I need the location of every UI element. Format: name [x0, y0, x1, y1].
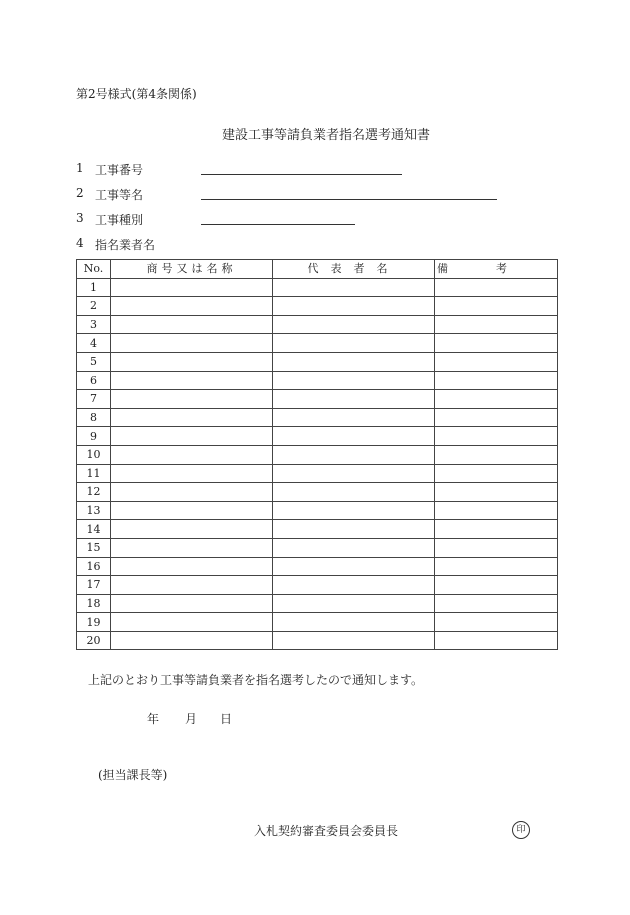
remarks-cell[interactable] [435, 408, 558, 427]
company-name-cell[interactable] [111, 576, 273, 595]
company-name-cell[interactable] [111, 371, 273, 390]
form-number: 第2号様式(第4条関係) [76, 87, 197, 101]
row-number: 17 [77, 576, 111, 595]
remarks-cell[interactable] [435, 445, 558, 464]
representative-cell[interactable] [273, 631, 435, 650]
row-number: 2 [77, 297, 111, 316]
table-row [77, 501, 558, 520]
notice-text: 上記のとおり工事等請負業者を指名選考したので通知します。 [88, 673, 424, 687]
row-number: 5 [77, 352, 111, 371]
representative-cell[interactable] [273, 594, 435, 613]
header-company-name: 商号又は名称 [111, 260, 273, 279]
field-input-line[interactable] [201, 199, 497, 200]
row-number: 16 [77, 557, 111, 576]
date-day: 日 [220, 712, 233, 726]
table-row [77, 334, 558, 353]
header-no: No. [77, 260, 111, 279]
company-name-cell[interactable] [111, 631, 273, 650]
field-label: 指名業者名 [95, 238, 156, 252]
field-number: 4 [76, 236, 84, 250]
company-name-cell[interactable] [111, 464, 273, 483]
row-number: 8 [77, 408, 111, 427]
row-number: 15 [77, 538, 111, 557]
remarks-cell[interactable] [435, 576, 558, 595]
representative-cell[interactable] [273, 297, 435, 316]
remarks-cell[interactable] [435, 613, 558, 632]
remarks-cell[interactable] [435, 334, 558, 353]
row-number: 14 [77, 520, 111, 539]
table-row [77, 594, 558, 613]
field-input-line[interactable] [201, 224, 355, 225]
company-name-cell[interactable] [111, 408, 273, 427]
company-name-cell[interactable] [111, 538, 273, 557]
document-title: 建設工事等請負業者指名選考通知書 [222, 128, 431, 143]
representative-cell[interactable] [273, 576, 435, 595]
table-row [77, 557, 558, 576]
table-row [77, 538, 558, 557]
representative-cell[interactable] [273, 352, 435, 371]
table-row [77, 520, 558, 539]
representative-cell[interactable] [273, 278, 435, 297]
company-name-cell[interactable] [111, 557, 273, 576]
table-row [77, 613, 558, 632]
field-label: 工事種別 [95, 213, 144, 227]
company-name-cell[interactable] [111, 390, 273, 409]
remarks-cell[interactable] [435, 631, 558, 650]
representative-cell[interactable] [273, 390, 435, 409]
table-row [77, 631, 558, 650]
company-name-cell[interactable] [111, 334, 273, 353]
row-number: 10 [77, 445, 111, 464]
remarks-cell[interactable] [435, 427, 558, 446]
contact-person: (担当課長等) [98, 768, 168, 782]
row-number: 12 [77, 483, 111, 502]
row-number: 1 [77, 278, 111, 297]
field-number: 1 [76, 161, 84, 175]
table-row [77, 390, 558, 409]
table-row [77, 408, 558, 427]
row-number: 7 [77, 390, 111, 409]
table-row [77, 464, 558, 483]
representative-cell[interactable] [273, 371, 435, 390]
table-row [77, 371, 558, 390]
remarks-cell[interactable] [435, 371, 558, 390]
representative-cell[interactable] [273, 315, 435, 334]
row-number: 20 [77, 631, 111, 650]
representative-cell[interactable] [273, 427, 435, 446]
date-month: 月 [185, 712, 198, 726]
company-name-cell[interactable] [111, 501, 273, 520]
remarks-cell[interactable] [435, 464, 558, 483]
row-number: 13 [77, 501, 111, 520]
representative-cell[interactable] [273, 501, 435, 520]
remarks-cell[interactable] [435, 352, 558, 371]
company-name-cell[interactable] [111, 594, 273, 613]
row-number: 9 [77, 427, 111, 446]
table-row [77, 352, 558, 371]
remarks-cell[interactable] [435, 538, 558, 557]
representative-cell[interactable] [273, 464, 435, 483]
representative-cell[interactable] [273, 334, 435, 353]
signatory-title: 入札契約審査委員会委員長 [254, 824, 399, 838]
company-name-cell[interactable] [111, 297, 273, 316]
header-representative: 代表者名 [273, 260, 435, 279]
remarks-cell[interactable] [435, 520, 558, 539]
header-remarks: 備考 [435, 260, 558, 279]
remarks-cell[interactable] [435, 483, 558, 502]
representative-cell[interactable] [273, 557, 435, 576]
field-number: 3 [76, 211, 84, 225]
field-input-line[interactable] [201, 174, 402, 175]
company-name-cell[interactable] [111, 445, 273, 464]
row-number: 3 [77, 315, 111, 334]
date-year: 年 [147, 712, 160, 726]
remarks-cell[interactable] [435, 278, 558, 297]
table-row [77, 297, 558, 316]
remarks-cell[interactable] [435, 390, 558, 409]
row-number: 6 [77, 371, 111, 390]
company-name-cell[interactable] [111, 483, 273, 502]
representative-cell[interactable] [273, 520, 435, 539]
representative-cell[interactable] [273, 445, 435, 464]
field-label: 工事等名 [95, 188, 144, 202]
remarks-cell[interactable] [435, 315, 558, 334]
contractor-table [76, 259, 558, 650]
table-row [77, 427, 558, 446]
row-number: 19 [77, 613, 111, 632]
table-row [77, 576, 558, 595]
representative-cell[interactable] [273, 408, 435, 427]
company-name-cell[interactable] [111, 427, 273, 446]
remarks-cell[interactable] [435, 594, 558, 613]
seal-mark: 印 [512, 821, 530, 839]
representative-cell[interactable] [273, 483, 435, 502]
remarks-cell[interactable] [435, 557, 558, 576]
company-name-cell[interactable] [111, 352, 273, 371]
representative-cell[interactable] [273, 613, 435, 632]
table-row [77, 445, 558, 464]
table-row [77, 278, 558, 297]
representative-cell[interactable] [273, 538, 435, 557]
company-name-cell[interactable] [111, 613, 273, 632]
row-number: 4 [77, 334, 111, 353]
company-name-cell[interactable] [111, 520, 273, 539]
field-number: 2 [76, 186, 84, 200]
row-number: 18 [77, 594, 111, 613]
row-number: 11 [77, 464, 111, 483]
remarks-cell[interactable] [435, 501, 558, 520]
company-name-cell[interactable] [111, 315, 273, 334]
table-header-row [77, 260, 558, 279]
table-row [77, 483, 558, 502]
remarks-cell[interactable] [435, 297, 558, 316]
company-name-cell[interactable] [111, 278, 273, 297]
field-label: 工事番号 [95, 163, 144, 177]
table-row [77, 315, 558, 334]
